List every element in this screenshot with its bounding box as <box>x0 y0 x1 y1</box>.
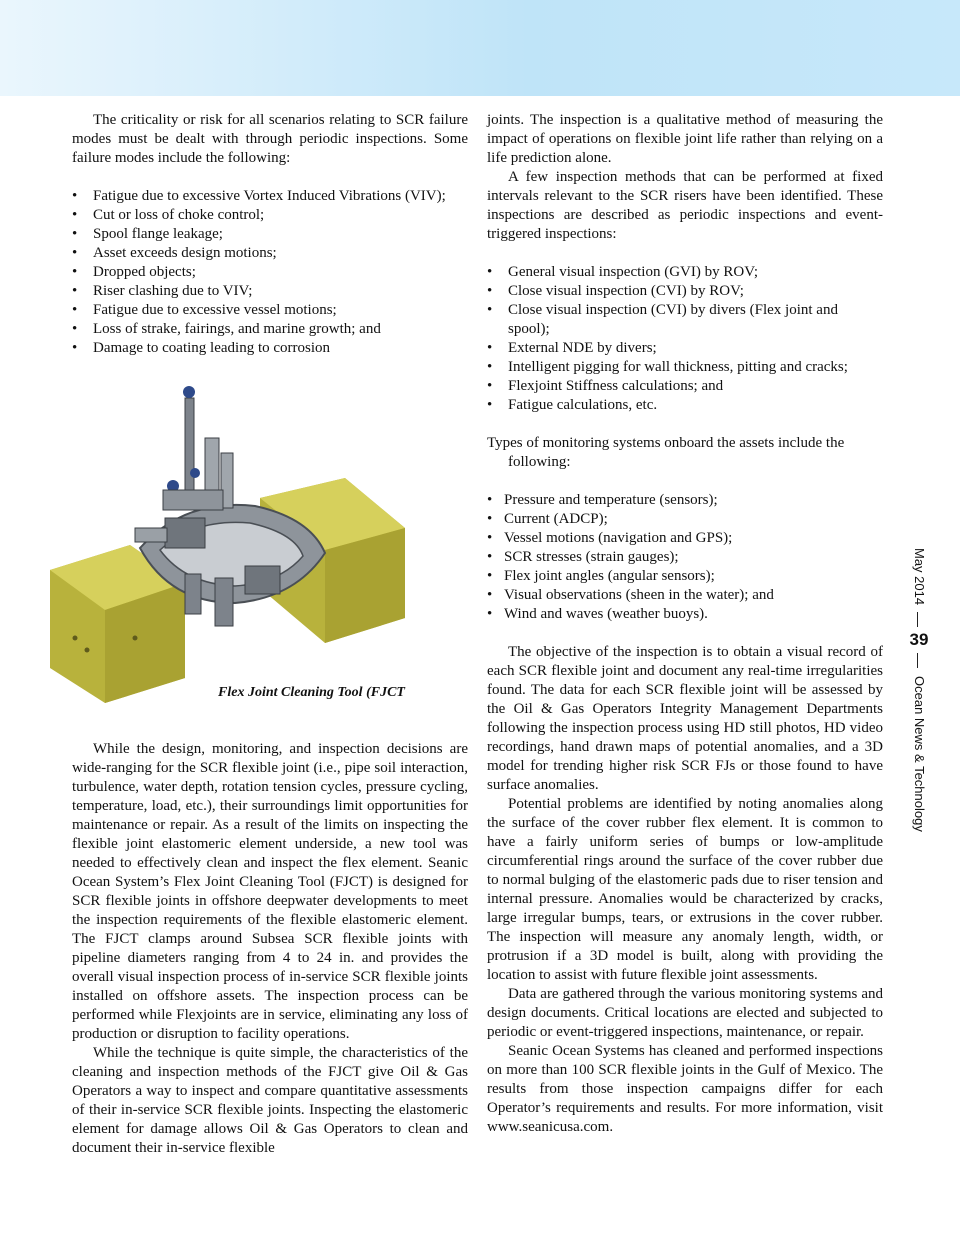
list-item: • Close visual inspection (CVI) by divers (Flex joint and spool); <box>487 301 883 339</box>
camera-mast <box>163 386 233 510</box>
joints-paragraph: joints. The inspection is a qualitative method of measuring the impact of operations on flexible joint life rather than relying on a life prediction alone. <box>487 112 883 166</box>
list-item: • Visual observations (sheen in the water); and <box>487 586 883 605</box>
fjct-illustration <box>45 378 425 713</box>
left-column-upper <box>72 111 468 358</box>
list-item: • Spool flange leakage; <box>72 225 468 244</box>
page-number: 39 <box>909 630 929 649</box>
list-item: • General visual inspection (GVI) by ROV; <box>487 263 883 282</box>
methods-paragraph: A few inspection methods that can be performed at fixed intervals relevant to the SCR risers have been identified. These inspections are described as periodic inspections and event-triggered inspections: <box>487 169 883 242</box>
technique-paragraph: While the technique is quite simple, the characteristics of the cleaning and inspection methods of the FJCT give Oil & Gas Operators a way to inspect and compare quantitative assessments of their in-service SCR flexible joints. Inspecting the elastomeric element for damage allows Oil & Gas Operators to clean and document their in-service flexible <box>72 1045 468 1156</box>
inspection-methods-list <box>487 263 883 415</box>
design-paragraph: While the design, monitoring, and inspection decisions are wide-ranging for the SCR flexible joint (i.e., pipe soil interaction, turbulence, water depth, rotation tension cycles, pressure cycling, temperature, load, etc.), their surroundings limit opportunities for maintenance or repair. As a result of the limits on inspecting the flexible joint elastomeric element underside, a new tool was needed to effectively clean and inspect the flex element. Seanic Ocean System’s Flex Joint Cleaning Tool (FJCT) is designed for SCR flexible joints in offshore deepwater developments to meet the inspection requirements of the flexible elastomeric element. The FJCT clamps around Subsea SCR flexible joints with pipeline diameters ranging from 4 to 24 in. and provides the overall visual inspection process of in-service SCR flexible joints installed on offshore assets. The inspection process can be performed while Flexjoints are in service, eliminating any loss of production or disruption to facility operations. <box>72 741 468 1042</box>
list-item: • Flex joint angles (angular sensors); <box>487 567 883 586</box>
issue-date: May 2014 <box>912 548 927 606</box>
results-paragraph: Seanic Ocean Systems has cleaned and performed inspections on more than 100 SCR flexible joints in the Gulf of Mexico. The results from those inspection campaigns differ for each Operator’s requirements and results. For more information, visit www.seanicusa.com. <box>487 1043 883 1135</box>
list-item: • Damage to coating leading to corrosion <box>72 339 468 358</box>
magazine-name: Ocean News & Technology <box>912 676 927 832</box>
list-item: • Riser clashing due to VIV; <box>72 282 468 301</box>
list-item: • Close visual inspection (CVI) by ROV; <box>487 282 883 301</box>
fjct-figure <box>45 378 425 713</box>
sidebar-divider <box>917 653 918 668</box>
list-item: • Fatigue due to excessive Vortex Induced Vibrations (VIV); <box>72 187 468 206</box>
list-item: • Current (ADCP); <box>487 510 883 529</box>
list-item: • SCR stresses (strain gauges); <box>487 548 883 567</box>
problems-paragraph: Potential problems are identified by noting anomalies along the surface of the cover rubber flex element. It is common to have a fairly uniform series of bumps or low-amplitude circumferential rings around the surface of the cover rubber due to normal bulging of the elastomeric pads due to riser tension and internal pressure. Anomalies would be characterized by cracks, large irregular bumps, tears, or extrusions in the cover rubber. The inspection will measure any anomaly length, width, or protrusion if a 3D model is built, along with providing the location to assist with future flexible joint assessments. <box>487 796 883 983</box>
list-item: • Fatigue due to excessive vessel motions; <box>72 301 468 320</box>
list-item: • Dropped objects; <box>72 263 468 282</box>
list-item: • Cut or loss of choke control; <box>72 206 468 225</box>
list-item: • Vessel motions (navigation and GPS); <box>487 529 883 548</box>
monitoring-paragraph: Types of monitoring systems onboard the assets include the following: <box>487 435 845 470</box>
list-item: • Fatigue calculations, etc. <box>487 396 883 415</box>
intro-paragraph: The criticality or risk for all scenarios relating to SCR failure modes must be dealt with through periodic inspections. Some failure modes include the following: <box>72 112 468 166</box>
sidebar-divider <box>917 612 918 627</box>
list-item: • Wind and waves (weather buoys). <box>487 605 883 624</box>
failure-modes-list <box>72 187 468 358</box>
header-band <box>0 0 960 96</box>
list-item: • Flexjoint Stiffness calculations; and <box>487 377 883 396</box>
figure-caption: Flex Joint Cleaning Tool (FJCT <box>218 685 405 700</box>
list-item: • External NDE by divers; <box>487 339 883 358</box>
data-paragraph: Data are gathered through the various monitoring systems and design documents. Critical locations are elected and subjected to periodic or event-triggered inspections, maintenance, or repair. <box>487 986 883 1040</box>
monitoring-systems-list <box>487 491 883 624</box>
right-column <box>487 111 883 1137</box>
list-item: • Intelligent pigging for wall thickness, pitting and cracks; <box>487 358 883 377</box>
left-column-lower <box>72 740 468 1158</box>
objective-paragraph: The objective of the inspection is to obtain a visual record of each SCR flexible joint and document any real-time irregularities found. The data for each SCR flexible joint will be assessed by the Oil & Gas Operators Integrity Management Departments following the inspection process using HD still photos, HD video recordings, hand drawn maps of potential anomalies, and a 3D model for trending higher risk SCR FJs or those found to have surface anomalies. <box>487 644 883 793</box>
list-item: • Asset exceeds design motions; <box>72 244 468 263</box>
list-item: • Pressure and temperature (sensors); <box>487 491 883 510</box>
list-item: • Loss of strake, fairings, and marine growth; and <box>72 320 468 339</box>
